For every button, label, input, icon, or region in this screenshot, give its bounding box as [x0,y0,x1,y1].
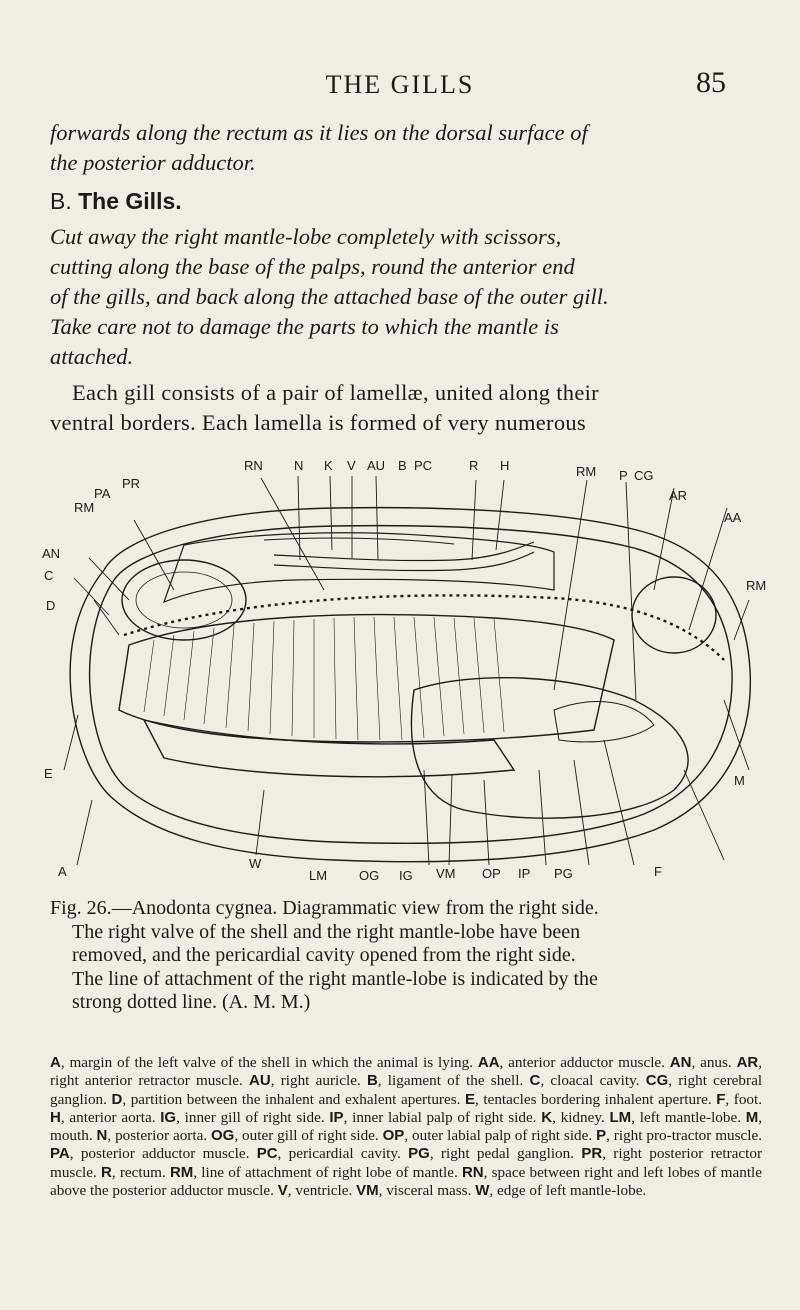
section-heading [50,188,182,215]
label-b: B [398,458,407,473]
legend-key: V [277,1182,288,1200]
legend-text: , foot. [725,1090,763,1108]
legend-key: RM [169,1163,194,1181]
label-pg: PG [554,866,573,880]
labial-palps [554,702,654,742]
legend-key: OG [211,1127,235,1145]
legend-text: , cloacal cavity. [540,1072,640,1090]
label-pr: PR [122,476,141,491]
legend-text: , tentacles bordering inhalent aperture. [475,1090,712,1108]
legend-text: , edge of left mantle-lobe. [489,1182,647,1200]
label-a: A [58,864,67,879]
legend-key: AU [249,1072,271,1090]
label-rn: RN [244,458,263,473]
visceral-mass [411,678,688,819]
caption-line: removed, and the pericardial cavity opened from the right side. [72,944,576,966]
label-an: AN [42,546,61,561]
legend-key: RN [461,1163,484,1181]
text-line: of the gills, and back along the attached base of the outer gill. [50,284,609,309]
label-vm: VM [436,866,456,880]
text-line: Each gill consists of a pair of lamellæ, united along their [72,380,599,405]
label-k: K [324,458,333,473]
legend-text: , right posterior retractor muscle. [50,1145,763,1181]
legend-key: PA [50,1145,70,1163]
text-line: cutting along the base of the palps, round the anterior end [50,254,575,279]
legend-text: , left mantle-lobe. [631,1108,742,1126]
legend-text: , right cerebral ganglion. [50,1072,763,1108]
paragraph-rectum [50,118,762,178]
text-line: attached. [50,344,134,369]
legend-key: F [716,1090,726,1108]
legend-text: , space between right and left lobes of mantle above the posterior adductor muscle. [50,1163,762,1200]
figure-number: Fig. 26. [50,897,112,919]
paragraph-gill-structure [50,378,762,438]
species-name: Anodonta cygnea. [131,897,278,919]
rectum [274,542,534,561]
caption-line: Fig. 26.—Anodonta cygnea. Diagrammatic view from the right side. [50,897,599,919]
section-letter: B. [50,188,72,214]
figure-labels-top [42,458,766,613]
text-line: forwards along the rectum as it lies on the dorsal surface of [50,120,588,145]
caption-text: Diagrammatic view from the right side. [282,897,599,919]
label-rm-top: RM [576,464,597,479]
legend-key: W [475,1182,490,1200]
label-au: AU [367,458,386,473]
label-m: M [734,773,745,788]
text-line: Take care not to damage the parts to which the mantle is [50,314,559,339]
legend-text: , partition between the inhalent and exhalent apertures. [122,1090,461,1108]
label-op: OP [482,866,501,880]
label-f: F [654,864,662,879]
legend-key: R [101,1163,112,1181]
text-line: the posterior adductor. [50,150,256,175]
legend-key: C [529,1072,541,1090]
legend-key: D [111,1090,123,1108]
label-r: R [469,458,479,473]
legend-text: , margin of the left valve of the shell in which the animal is lying. [60,1054,474,1071]
label-n: N [294,458,304,473]
legend-key: B [366,1072,378,1090]
label-h: H [500,458,510,473]
legend-text: , visceral mass. [378,1182,472,1200]
legend-text: , anus. [691,1054,732,1071]
legend-key: AA [477,1054,500,1071]
legend-key: IP [329,1108,344,1126]
legend-key: A [50,1054,61,1071]
figure-legend [50,1054,762,1200]
label-p: P [619,468,628,483]
label-pc: PC [414,458,433,473]
legend-text: , line of attachment of right lobe of mantle. [193,1163,458,1181]
legend-key: P [596,1127,607,1145]
caption-line: The right valve of the shell and the right mantle-lobe have been [72,920,581,943]
label-pa: PA [94,486,111,501]
legend-key: VM [356,1182,379,1200]
label-ig: IG [399,868,413,880]
legend-text: , inner gill of right side. [176,1108,325,1126]
legend-text: , kidney. [552,1108,605,1126]
legend-text: , right pedal ganglion. [429,1145,575,1163]
legend-text: , mouth. [50,1108,763,1145]
running-head [40,62,760,102]
legend-text: , right auricle. [270,1072,361,1090]
legend-key: H [50,1108,61,1126]
legend-key: AN [669,1054,692,1071]
legend-text: , anterior adductor muscle. [499,1054,665,1071]
legend-text: , right pro-tractor muscle. [606,1127,763,1145]
running-title: THE GILLS [325,70,475,99]
label-c: C [44,568,54,583]
label-rm-right: RM [746,578,767,593]
label-w: W [249,856,262,871]
caption-line: strong dotted line. (A. M. M.) [72,991,311,1013]
legend-text: , posterior adductor muscle. [69,1145,250,1163]
legend-text: , ligament of the shell. [377,1072,524,1090]
outer-gill [119,615,614,742]
anodonta-figure [34,440,774,880]
legend-key: CG [645,1072,669,1090]
figure-caption [50,897,762,1015]
legend-key: M [745,1108,759,1126]
page-number: 85 [696,66,726,99]
legend-key: IG [160,1108,177,1126]
legend-text: , ventricle. [287,1182,353,1200]
label-ar: AR [669,488,688,503]
label-rm-left: RM [74,500,95,515]
legend-key: PG [408,1145,430,1163]
legend-text: , inner labial palp of right side. [343,1108,537,1126]
legend-key: LM [609,1108,632,1126]
legend-text: , right anterior retractor muscle. [50,1054,763,1090]
gill-striations [144,617,504,740]
inner-gill [144,720,514,777]
section-title: The Gills. [78,188,182,214]
legend-key: E [464,1090,475,1108]
label-og: OG [359,868,380,880]
legend-key: K [541,1108,553,1126]
paragraph-instructions [50,222,762,372]
label-lm: LM [309,868,328,880]
legend-text: , pericardial cavity. [277,1145,401,1163]
legend-key: PC [256,1145,278,1163]
text-line: ventral borders. Each lamella is formed of very numerous [50,410,586,435]
label-v: V [347,458,356,473]
legend-text: , anterior aorta. [60,1108,156,1126]
label-cg: CG [634,468,654,483]
label-e: E [44,766,53,781]
anodonta-diagram [34,440,774,880]
pericardium [164,533,554,602]
label-ip: IP [518,866,531,880]
legend-text: , rectum. [111,1163,166,1181]
legend-key: N [96,1127,108,1145]
legend-text: , posterior aorta. [107,1127,208,1145]
caption-line: The line of attachment of the right mantle-lobe is indicated by the [72,967,598,990]
legend-key: OP [382,1127,405,1145]
legend-text: , outer gill of right side. [234,1127,379,1145]
label-aa: AA [724,510,742,525]
text-line: Cut away the right mantle-lobe completely with scissors, [50,224,562,249]
label-d: D [46,598,56,613]
legend-key: PR [581,1145,603,1163]
legend-text: , outer labial palp of right side. [404,1127,593,1145]
legend-key: AR [736,1054,759,1071]
